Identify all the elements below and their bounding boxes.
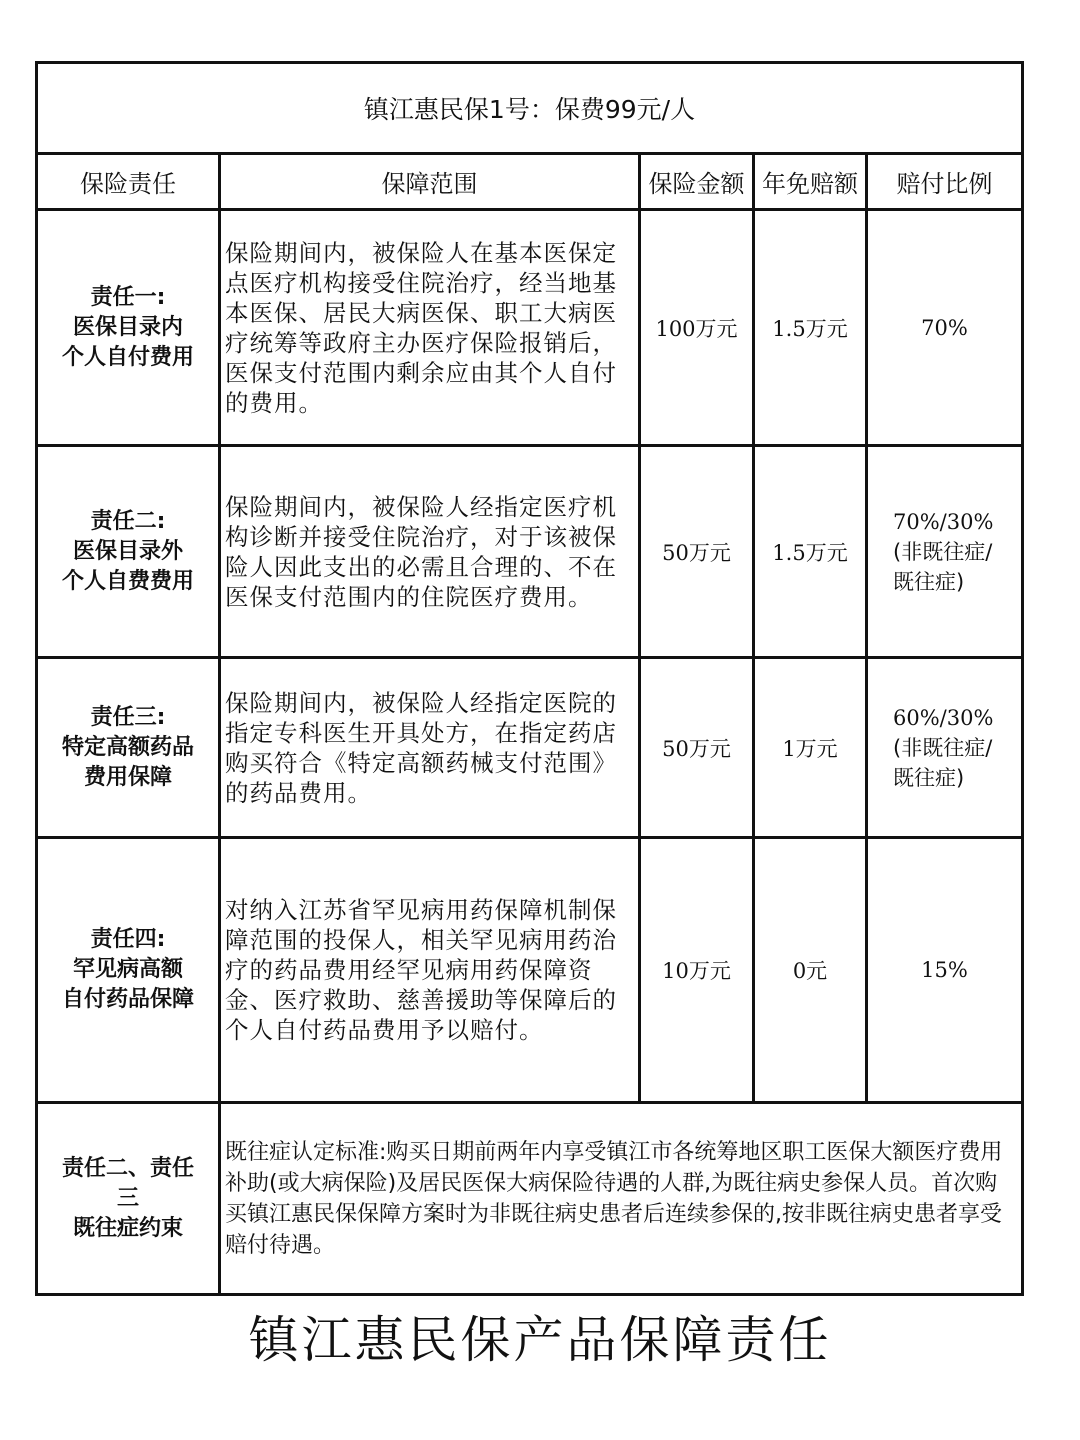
row-2-responsibility: 责任二: 医保目录外 个人自费费用 (61, 508, 194, 594)
row-3-scope: 保险期间内，被保险人经指定医院的指定专科医生开具处方，在指定药店购买符合《特定高额药械支付范围》的药品费用。 (225, 688, 617, 807)
row-2-amount: 50万元 (662, 540, 731, 565)
header-responsibility: 保险责任 (80, 170, 176, 198)
coverage-table (35, 61, 1024, 1296)
row-1-deductible: 1.5万元 (772, 316, 848, 341)
row-1-amount: 100万元 (655, 316, 738, 341)
row-4-scope: 对纳入江苏省罕见病用药保障机制保障范围的投保人，相关罕见病用药治疗的药品费用经罕见病用药保障资金、医疗救助、慈善援助等保障后的个人自付药品费用予以赔付。 (225, 896, 617, 1044)
row-1-responsibility: 责任一: 医保目录内 个人自付费用 (61, 284, 194, 370)
header-ratio: 赔付比例 (896, 170, 993, 198)
row-3-ratio: 60%/30% (非既往症/ 既往症) (893, 705, 994, 790)
row-4-amount: 10万元 (662, 959, 731, 983)
table-title: 镇江惠民保1号：保费99元/人 (38, 64, 1021, 155)
header-deductible: 年免赔额 (762, 170, 858, 198)
header-amount: 保险金额 (648, 170, 745, 198)
note-row-text: 既往症认定标准:购买日期前两年内享受镇江市各统筹地区职工医保大额医疗费用补助(或大病保险)及居民医保大病保险待遇的人群,为既往病史参保人员。首次购买镇江惠民保保障方案时为非既往病史患者后连续参保的,按非既往病史患者享受赔付待遇。 (225, 1139, 1003, 1258)
row-2-deductible: 1.5万元 (772, 540, 848, 565)
row-4-responsibility: 责任四: 罕见病高额 自付药品保障 (61, 927, 194, 1012)
row-3-amount: 50万元 (662, 736, 731, 761)
row-3-responsibility: 责任三: 特定高额药品 费用保障 (61, 704, 194, 790)
note-row-responsibility: 责任二、责任 三 既往症约束 (61, 1155, 194, 1241)
row-1-ratio: 70% (921, 315, 968, 340)
row-4-deductible: 0元 (792, 959, 828, 983)
page-caption: 镇江惠民保产品保障责任 (248, 1311, 832, 1369)
row-4-ratio: 15% (921, 958, 968, 982)
row-1-scope: 保险期间内，被保险人在基本医保定点医疗机构接受住院治疗，经当地基本医保、居民大病医保、职工大病医疗统筹等政府主办医疗保险报销后，医保支付范围内剩余应由其个人自付的费用。 (225, 238, 617, 417)
row-3-deductible: 1万元 (782, 736, 838, 761)
row-2-scope: 保险期间内，被保险人经指定医疗机构诊断并接受住院治疗，对于该被保险人因此支出的必需且合理的、不在医保支付范围内的住院医疗费用。 (225, 492, 617, 611)
header-scope: 保障范围 (381, 170, 478, 198)
row-2-ratio: 70%/30% (非既往症/ 既往症) (893, 509, 994, 594)
